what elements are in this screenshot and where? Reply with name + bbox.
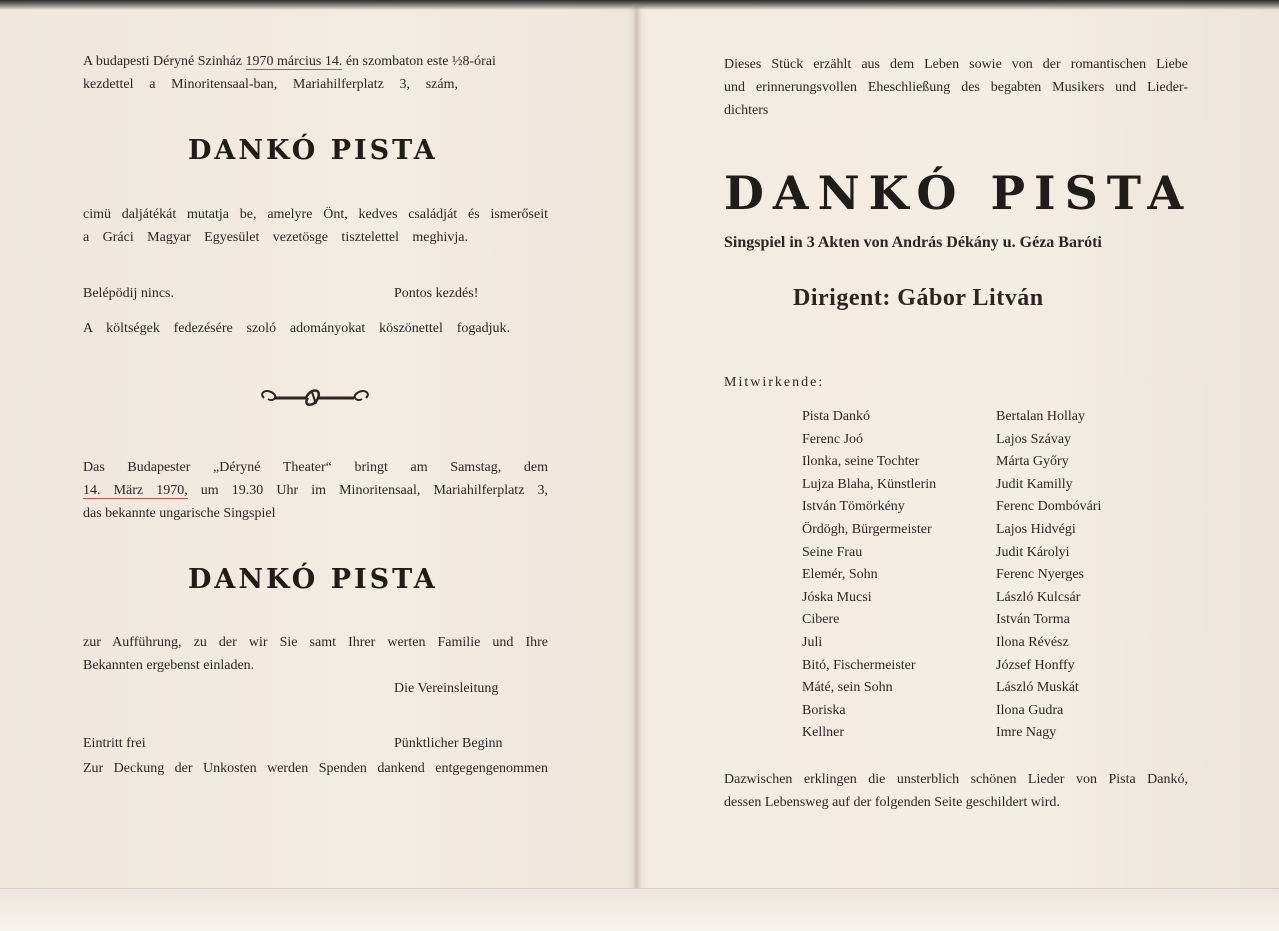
cast-actor: Judit Károlyi xyxy=(996,545,1070,560)
de-body-line1: zur Aufführung, zu der wir Sie samt Ihrer werten Familie und Ihre xyxy=(83,635,548,650)
hu-entry-free: Belépödij nincs. xyxy=(83,286,174,301)
de-signature: Die Vereinsleitung xyxy=(394,681,499,696)
scan-bottom-margin xyxy=(0,888,1279,931)
cast-actor: Lajos Hidvégi xyxy=(996,522,1076,537)
de-date: 14. März 1970, xyxy=(83,483,188,498)
cast-actor: László Muskát xyxy=(996,680,1079,695)
intro-line1: Dieses Stück erzählt aus dem Leben sowie von der romantischen Liebe xyxy=(724,57,1188,72)
de-intro-line2-rest: um 19.30 Uhr im Minoritensaal, Mariahilferplatz 3, xyxy=(187,483,548,498)
title-hu: DANKÓ PISTA xyxy=(188,135,438,166)
conductor: Dirigent: Gábor Litván xyxy=(793,285,1044,311)
closing-line1: Dazwischen erklingen die unsterblich schönen Lieder von Pista Dankó, xyxy=(724,772,1188,787)
cast-role: István Tömörkény xyxy=(802,499,905,514)
cast-actor: Bertalan Hollay xyxy=(996,409,1086,424)
cast-role: Elemér, Sohn xyxy=(802,567,878,582)
cast-actor: Ferenc Dombóvári xyxy=(996,499,1102,514)
cast-role: Máté, sein Sohn xyxy=(802,680,893,695)
hu-intro-part-b: én szombaton este ½8-órai xyxy=(342,54,496,69)
page-fold xyxy=(633,0,641,888)
main-title: DANKÓ PISTA xyxy=(724,166,1193,220)
hu-punctual: Pontos kezdés! xyxy=(394,286,479,301)
cast-role: Seine Frau xyxy=(802,545,863,560)
cast-role: Jóska Mucsi xyxy=(802,590,872,605)
closing-line2: dessen Lebensweg auf der folgenden Seite geschildert wird. xyxy=(724,795,1060,810)
cast-actor: Márta Győry xyxy=(996,454,1069,469)
title-de: DANKÓ PISTA xyxy=(188,564,438,595)
de-entry-free: Eintritt frei xyxy=(83,736,146,751)
cast-actor: Lajos Szávay xyxy=(996,432,1072,447)
de-intro-line1: Das Budapester „Déryné Theater“ bringt am Samstag, dem xyxy=(83,460,548,475)
hu-intro-part-a: A budapesti Déryné Szinház xyxy=(83,54,246,69)
de-body-line2: Bekannten ergebenst einladen. xyxy=(83,658,255,673)
cast-actor: Judit Kamilly xyxy=(996,477,1073,492)
hu-intro-line1 xyxy=(83,53,548,71)
cast-actor: Ilona Gudra xyxy=(996,703,1064,718)
hu-date: 1970 március 14. xyxy=(245,54,343,69)
hu-intro-line2: kezdettel a Minoritensaal-ban, Mariahilferplatz 3, szám, xyxy=(83,77,458,92)
de-intro-line2 xyxy=(83,482,548,500)
cast-actor: István Torma xyxy=(996,612,1070,627)
cast-role: Bitó, Fischermeister xyxy=(802,658,916,673)
cast-role: Cibere xyxy=(802,612,840,627)
de-donations: Zur Deckung der Unkosten werden Spenden dankend entgegengenommen xyxy=(83,761,548,776)
cast-actor: József Honffy xyxy=(996,658,1075,673)
cast-role: Pista Dankó xyxy=(802,409,871,424)
cast-actor: Ilona Révész xyxy=(996,635,1069,650)
de-punctual: Pünktlicher Beginn xyxy=(394,736,503,751)
intro-line3: dichters xyxy=(724,103,769,118)
scan-top-edge xyxy=(0,0,1279,10)
cast-role: Ferenc Joó xyxy=(802,432,864,447)
subtitle: Singspiel in 3 Akten von András Dékány u. Géza Baróti xyxy=(724,234,1102,251)
cast-role: Ördögh, Bürgermeister xyxy=(802,522,932,537)
cast-role: Lujza Blaha, Künstlerin xyxy=(802,477,937,492)
cast-actor: Ferenc Nyerges xyxy=(996,567,1084,582)
cast-actor: László Kulcsár xyxy=(996,590,1081,605)
de-intro-line3: das bekannte ungarische Singspiel xyxy=(83,506,276,521)
cast-role: Ilonka, seine Tochter xyxy=(802,454,920,469)
hu-body-line2: a Gráci Magyar Egyesület vezetösge tisztelettel meghivja. xyxy=(83,230,468,245)
bleed-through-ghost xyxy=(150,350,174,411)
hu-body-line1: cimü daljátékát mutatja be, amelyre Önt, kedves családját és ismerőseit xyxy=(83,207,548,222)
cast-actor: Imre Nagy xyxy=(996,725,1057,740)
intro-line2: und erinnerungsvollen Eheschließung des begabten Musikers und Lieder- xyxy=(724,80,1188,95)
cast-role: Boriska xyxy=(802,703,846,718)
scroll-ornament-icon xyxy=(256,384,374,412)
hu-donations: A költségek fedezésére szoló adományokat köszönettel fogadjuk. xyxy=(83,321,510,336)
cast-heading: Mitwirkende: xyxy=(724,375,825,390)
cast-role: Juli xyxy=(802,635,823,650)
cast-role: Kellner xyxy=(802,725,844,740)
